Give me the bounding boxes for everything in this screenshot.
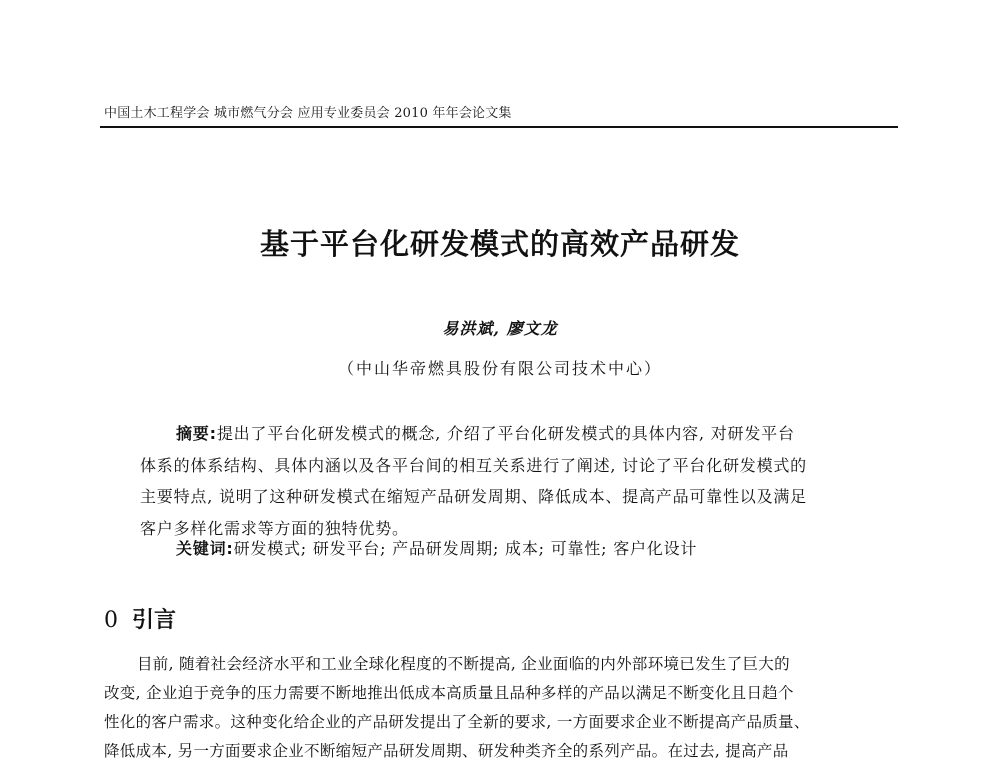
body-line-2: 改变, 企业迫于竞争的压力需要不断地推出低成本高质量且品种多样的产品以满足不断变化且日趋个: [104, 684, 794, 702]
keywords-text: 研发模式; 研发平台; 产品研发周期; 成本; 可靠性; 客户化设计: [233, 539, 698, 558]
abstract-line-1: [140, 418, 862, 450]
abstract-line-3: 主要特点, 说明了这种研发模式在缩短产品研发周期、降低成本、提高产品可靠性以及满足: [140, 487, 807, 506]
paper-title: 基于平台化研发模式的高效产品研发: [259, 227, 740, 261]
body-line-1: 目前, 随着社会经济水平和工业全球化程度的不断提高, 企业面临的内外部环境已发生了巨大的: [137, 655, 790, 673]
header-rule: [100, 126, 898, 128]
abstract-line-4: 客户多样化需求等方面的独特优势。: [140, 518, 409, 538]
running-header: 中国土木工程学会 城市燃气分会 应用专业委员会 2010 年年会论文集: [104, 106, 512, 121]
body-line-3: 性化的客户需求。这种变化给企业的产品研发提出了全新的要求, 一方面要求企业不断提高产品质量、: [104, 713, 810, 731]
section-title: 引言: [132, 607, 177, 633]
section-heading: [104, 603, 176, 634]
abstract-line-2: 体系的体系结构、具体内涵以及各平台间的相互关系进行了阐述, 讨论了平台化研发模式的: [140, 455, 807, 475]
section-number: 0: [104, 608, 118, 633]
body-line-4: 降低成本, 另一方面要求企业不断缩短产品研发周期、研发种类齐全的系列产品。在过去, 提高产品: [104, 742, 789, 760]
authors: 易洪斌, 廖文龙: [442, 319, 558, 338]
body-text: [104, 650, 899, 766]
abstract: [140, 418, 862, 544]
affiliation: （中山华帝燃具股份有限公司技术中心）: [337, 359, 662, 378]
keywords-label: 关键词:: [176, 539, 234, 558]
abstract-text: 提出了平台化研发模式的概念, 介绍了平台化研发模式的具体内容, 对研发平台: [216, 424, 795, 443]
abstract-label: 摘要:: [176, 424, 217, 443]
keywords: [176, 536, 697, 559]
